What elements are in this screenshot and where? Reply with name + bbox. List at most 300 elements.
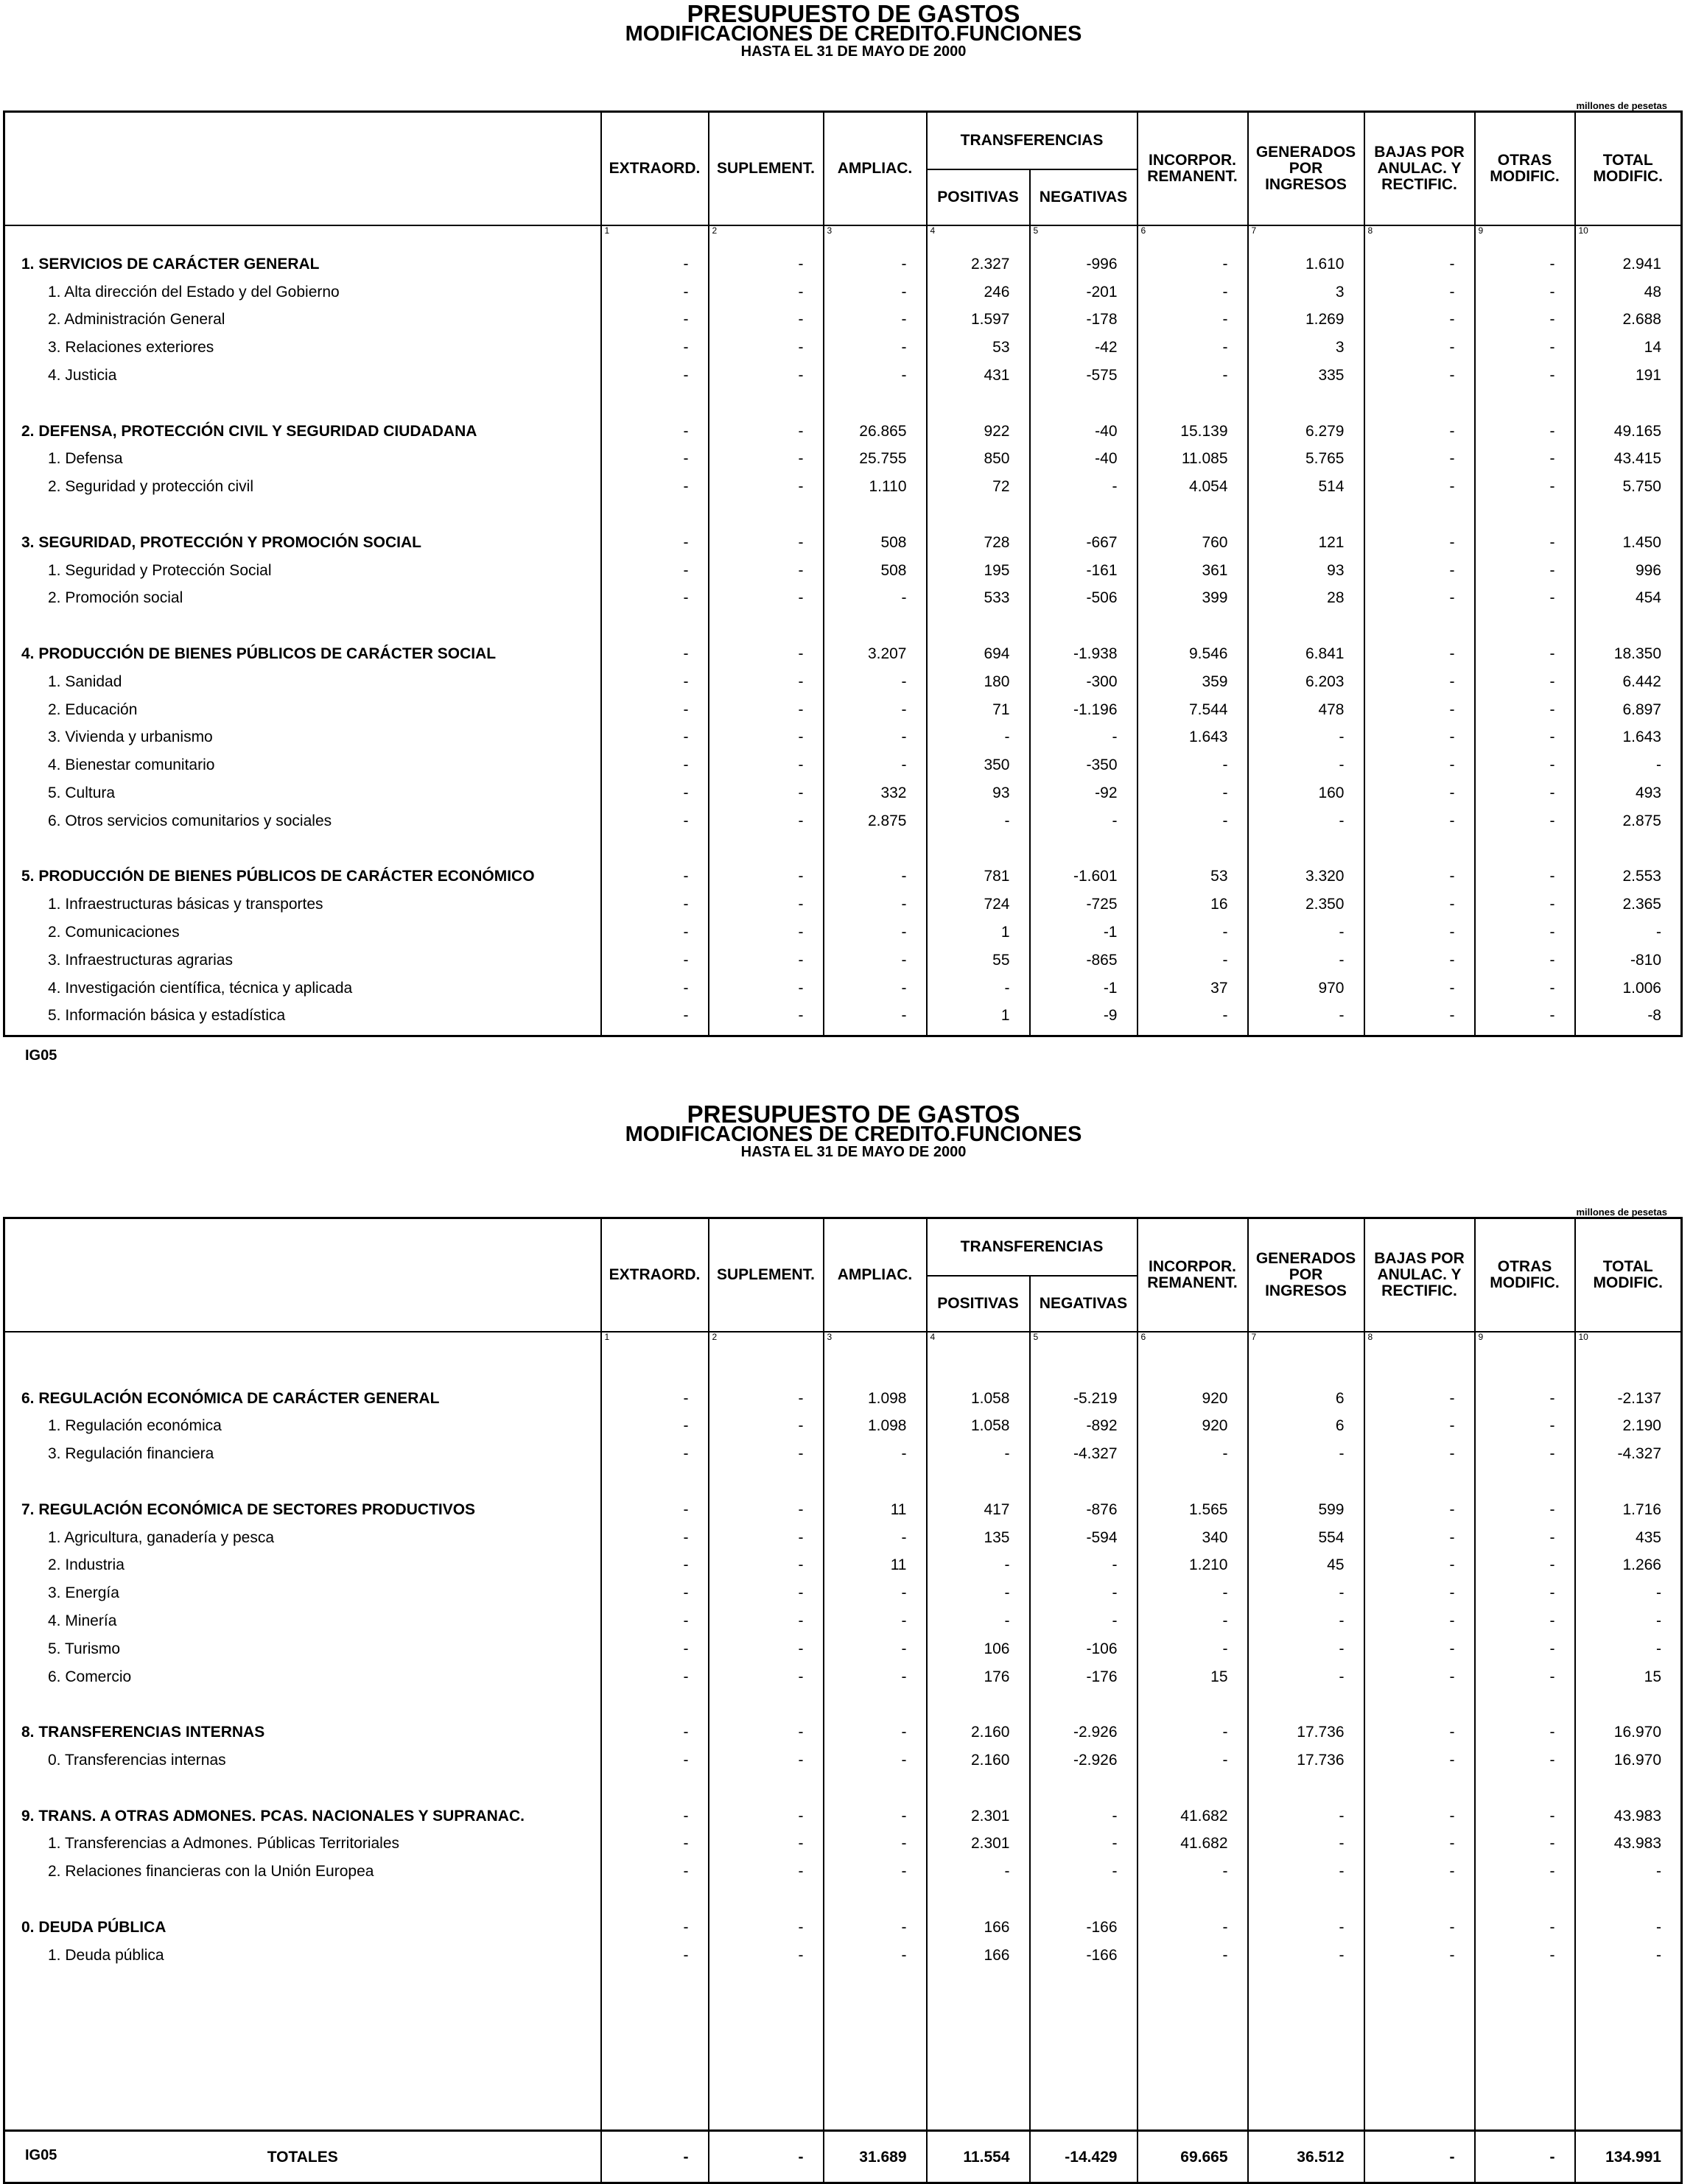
cell-value: -: [1248, 1601, 1364, 1629]
cell-value: [1138, 1023, 1248, 1036]
cell-value: 31.689: [824, 2131, 927, 2183]
cell-value: -166: [1030, 1907, 1138, 1935]
page-date: HASTA EL 31 DE MAYO DE 2000: [740, 43, 967, 60]
cell-value: 17.736: [1248, 1712, 1364, 1740]
cell-value: 16.970: [1575, 1712, 1682, 1740]
column-index: 5: [1030, 1332, 1138, 1350]
cell-value: 11.554: [927, 2131, 1030, 2183]
cell-value: -: [1475, 661, 1575, 689]
header-bajas: [1364, 112, 1475, 226]
cell-value: 2.160: [927, 1712, 1030, 1740]
column-index: 6: [1138, 225, 1248, 244]
cell-value: -: [709, 661, 824, 689]
row-label: 3. SEGURIDAD, PROTECCIÓN Y PROMOCIÓN SOCIAL: [4, 522, 601, 550]
cell-value: -: [1364, 411, 1475, 439]
cell-value: -2.137: [1575, 1378, 1682, 1406]
cell-value: [1575, 1350, 1682, 1378]
cell-value: -: [1364, 1907, 1475, 1935]
cell-value: -: [1364, 327, 1475, 355]
cell-value: -: [601, 745, 709, 773]
cell-value: [1475, 2018, 1575, 2046]
cell-value: -: [709, 801, 824, 829]
cell-value: 9.546: [1138, 633, 1248, 661]
cell-value: [927, 1879, 1030, 1907]
cell-value: -: [601, 1935, 709, 1963]
cell-value: [1248, 1350, 1364, 1378]
cell-value: 134.991: [1575, 2131, 1682, 2183]
cell-value: -1: [1030, 912, 1138, 940]
cell-value: -: [709, 1601, 824, 1629]
cell-value: 11: [824, 1545, 927, 1573]
cell-value: 431: [927, 355, 1030, 383]
cell-value: 246: [927, 272, 1030, 300]
cell-value: -: [927, 1433, 1030, 1461]
cell-value: [1030, 1963, 1138, 1991]
cell-value: -: [1248, 940, 1364, 968]
cell-value: [1030, 1879, 1138, 1907]
cell-value: -2.926: [1030, 1740, 1138, 1768]
row-label: 3. Vivienda y urbanismo: [4, 717, 601, 745]
row-label: 1. Alta dirección del Estado y del Gobierno: [4, 272, 601, 300]
header-total-text: TOTAL: [1602, 151, 1653, 169]
cell-value: -: [1364, 1601, 1475, 1629]
section-row: [4, 1489, 1682, 1517]
cell-value: -: [1364, 272, 1475, 300]
cell-value: -: [1248, 912, 1364, 940]
cell-value: -: [1030, 1545, 1138, 1573]
cell-value: -: [709, 1433, 824, 1461]
cell-value: 3.207: [824, 633, 927, 661]
row-label: 5. PRODUCCIÓN DE BIENES PÚBLICOS DE CARÁCTER ECONÓMICO: [4, 857, 601, 885]
cell-value: -: [1575, 1573, 1682, 1601]
cell-value: [601, 1879, 709, 1907]
cell-value: -: [1475, 1796, 1575, 1824]
cell-value: -: [601, 327, 709, 355]
cell-value: -: [709, 439, 824, 467]
cell-value: -: [824, 1740, 927, 1768]
cell-value: 350: [927, 745, 1030, 773]
cell-value: -: [1475, 633, 1575, 661]
table-row: [4, 968, 1682, 996]
row-label: 1. Transferencias a Admones. Públicas Territoriales: [4, 1824, 601, 1852]
cell-value: -: [1138, 912, 1248, 940]
cell-value: -: [927, 968, 1030, 996]
cell-value: -: [709, 1907, 824, 1935]
cell-value: 417: [927, 1489, 1030, 1517]
cell-value: -: [601, 411, 709, 439]
cell-value: -: [1138, 300, 1248, 328]
cell-value: 11: [824, 1489, 927, 1517]
cell-value: [1364, 605, 1475, 633]
cell-value: -: [601, 272, 709, 300]
cell-value: [1575, 1685, 1682, 1713]
spacer-row: [4, 2046, 1682, 2074]
cell-value: [1575, 1768, 1682, 1796]
cell-value: [1030, 1023, 1138, 1036]
row-label: 5. Información básica y estadística: [4, 996, 601, 1024]
cell-value: -: [601, 2131, 709, 2183]
header-incorpor-text: INCORPOR.: [1148, 151, 1236, 169]
cell-value: -: [1364, 578, 1475, 606]
cell-value: [927, 1963, 1030, 1991]
cell-value: [601, 829, 709, 857]
header-extraord: [601, 112, 709, 226]
cell-value: [601, 2046, 709, 2074]
cell-value: -: [1030, 466, 1138, 494]
cell-value: -: [601, 244, 709, 272]
cell-value: [1248, 1963, 1364, 1991]
header-generados: [1248, 1218, 1364, 1332]
cell-value: [709, 1350, 824, 1378]
section-row: [4, 1796, 1682, 1824]
cell-value: [927, 494, 1030, 522]
cell-value: [709, 1023, 824, 1036]
cell-value: -: [1364, 439, 1475, 467]
cell-value: [1364, 2018, 1475, 2046]
cell-value: [1138, 494, 1248, 522]
cell-value: [1364, 2074, 1475, 2102]
table-row: [4, 1433, 1682, 1461]
cell-value: [1138, 605, 1248, 633]
cell-value: 93: [1248, 550, 1364, 578]
cell-value: -: [709, 1629, 824, 1657]
cell-value: 340: [1138, 1517, 1248, 1545]
row-label: 9. TRANS. A OTRAS ADMONES. PCAS. NACIONALES Y SUPRANAC.: [4, 1796, 601, 1824]
cell-value: -1.196: [1030, 689, 1138, 717]
row-label: 2. DEFENSA, PROTECCIÓN CIVIL Y SEGURIDAD CIUDADANA: [4, 411, 601, 439]
cell-value: -: [601, 522, 709, 550]
table-row: [4, 801, 1682, 829]
header-extraord: [601, 1218, 709, 1332]
cell-value: -: [1575, 1935, 1682, 1963]
cell-value: 970: [1248, 968, 1364, 996]
cell-value: [1364, 383, 1475, 411]
header-incorpor-text: INCORPOR.: [1148, 1257, 1236, 1275]
cell-value: -: [601, 439, 709, 467]
row-label: 1. Seguridad y Protección Social: [4, 550, 601, 578]
cell-value: -: [601, 689, 709, 717]
cell-value: -: [709, 1740, 824, 1768]
cell-value: 2.190: [1575, 1406, 1682, 1434]
cell-value: 166: [927, 1907, 1030, 1935]
table-row: [4, 355, 1682, 383]
cell-value: -810: [1575, 940, 1682, 968]
cell-value: -5.219: [1030, 1378, 1138, 1406]
cell-value: -: [1475, 1712, 1575, 1740]
cell-value: -: [1364, 968, 1475, 996]
cell-value: -: [601, 996, 709, 1024]
cell-value: -: [824, 1712, 927, 1740]
column-index: 7: [1248, 225, 1364, 244]
spacer-row: [4, 2102, 1682, 2131]
table-row: [4, 550, 1682, 578]
spacer-row: [4, 494, 1682, 522]
cell-value: -: [1138, 1601, 1248, 1629]
cell-value: -: [1248, 801, 1364, 829]
cell-value: -: [1475, 801, 1575, 829]
cell-value: [927, 383, 1030, 411]
cell-value: -865: [1030, 940, 1138, 968]
cell-value: [1575, 1990, 1682, 2018]
cell-value: 71: [927, 689, 1030, 717]
cell-value: [1475, 1879, 1575, 1907]
table-row: [4, 1601, 1682, 1629]
cell-value: [601, 1963, 709, 1991]
cell-value: -: [1364, 1489, 1475, 1517]
table-row: [4, 689, 1682, 717]
cell-value: -: [601, 578, 709, 606]
cell-value: -: [709, 2131, 824, 2183]
cell-value: -: [1030, 1573, 1138, 1601]
table-row: [4, 1824, 1682, 1852]
cell-value: 508: [824, 522, 927, 550]
cell-value: 514: [1248, 466, 1364, 494]
cell-value: 361: [1138, 550, 1248, 578]
header-ampliac: [824, 112, 927, 226]
cell-value: 15.139: [1138, 411, 1248, 439]
header-positivas-text: POSITIVAS: [937, 1294, 1019, 1312]
cell-value: -: [1138, 1629, 1248, 1657]
cell-value: 55: [927, 940, 1030, 968]
column-index: 9: [1475, 1332, 1575, 1350]
cell-value: [824, 605, 927, 633]
cell-value: -: [824, 1796, 927, 1824]
column-index: 2: [709, 225, 824, 244]
cell-value: 195: [927, 550, 1030, 578]
table-row: [4, 912, 1682, 940]
cell-value: -: [1364, 661, 1475, 689]
cell-value: [1575, 2074, 1682, 2102]
cell-value: -: [1475, 1378, 1575, 1406]
cell-value: 3: [1248, 272, 1364, 300]
page-subtitle: MODIFICACIONES DE CREDITO.FUNCIONES: [625, 1123, 1082, 1146]
row-label: 5. Turismo: [4, 1629, 601, 1657]
cell-value: -: [1138, 1935, 1248, 1963]
table-row: [4, 773, 1682, 801]
cell-value: -: [824, 884, 927, 912]
cell-value: 43.415: [1575, 439, 1682, 467]
cell-value: -: [824, 968, 927, 996]
cell-value: -725: [1030, 884, 1138, 912]
cell-value: -: [601, 1406, 709, 1434]
cell-value: -: [709, 857, 824, 885]
table-row: [4, 272, 1682, 300]
cell-value: -575: [1030, 355, 1138, 383]
row-label: [4, 2018, 601, 2046]
cell-value: -: [709, 912, 824, 940]
cell-value: 1.269: [1248, 300, 1364, 328]
cell-value: -: [601, 1545, 709, 1573]
cell-value: -: [1475, 1851, 1575, 1879]
cell-value: 37: [1138, 968, 1248, 996]
row-label: [4, 1879, 601, 1907]
cell-value: 399: [1138, 578, 1248, 606]
cell-value: [1475, 494, 1575, 522]
cell-value: [1248, 1685, 1364, 1713]
cell-value: -: [709, 411, 824, 439]
header-total-text: TOTAL: [1602, 1257, 1653, 1275]
cell-value: -594: [1030, 1517, 1138, 1545]
cell-value: 3: [1248, 327, 1364, 355]
column-index: 5: [1030, 225, 1138, 244]
cell-value: -: [1364, 1629, 1475, 1657]
cell-value: -: [1475, 1573, 1575, 1601]
header-ampliac-text: AMPLIAC.: [837, 159, 913, 177]
cell-value: [1575, 1963, 1682, 1991]
cell-value: -1.938: [1030, 633, 1138, 661]
header-suplement: [709, 112, 824, 226]
section-row: [4, 1378, 1682, 1406]
cell-value: [1475, 2046, 1575, 2074]
cell-value: [1475, 2102, 1575, 2131]
header-suplement-text: SUPLEMENT.: [716, 159, 815, 177]
cell-value: [1138, 1685, 1248, 1713]
table-row: [4, 717, 1682, 745]
cell-value: 996: [1575, 550, 1682, 578]
cell-value: 6: [1248, 1406, 1364, 1434]
cell-value: -: [1364, 1740, 1475, 1768]
row-label: 1. Sanidad: [4, 661, 601, 689]
cell-value: [1575, 383, 1682, 411]
cell-value: [1475, 1990, 1575, 2018]
cell-value: [1475, 829, 1575, 857]
cell-value: -300: [1030, 661, 1138, 689]
table-row: [4, 1406, 1682, 1434]
cell-value: -42: [1030, 327, 1138, 355]
cell-value: -: [1138, 801, 1248, 829]
table-row: [4, 1573, 1682, 1601]
cell-value: [1030, 605, 1138, 633]
header-transferencias-text: TRANSFERENCIAS: [960, 131, 1104, 149]
header-extraord-text: EXTRAORD.: [609, 1265, 701, 1283]
table-row: [4, 1657, 1682, 1685]
column-index: 10: [1575, 1332, 1682, 1350]
header-extraord-text: EXTRAORD.: [609, 159, 701, 177]
cell-value: [601, 2018, 709, 2046]
cell-value: [927, 2018, 1030, 2046]
cell-value: 11.085: [1138, 439, 1248, 467]
cell-value: -: [1248, 745, 1364, 773]
cell-value: -106: [1030, 1629, 1138, 1657]
cell-value: -166: [1030, 1935, 1138, 1963]
cell-value: [1248, 1768, 1364, 1796]
spacer-row: [4, 1990, 1682, 2018]
header-negativas: [1030, 1276, 1138, 1332]
header-bajas-text: RECTIFIC.: [1381, 176, 1457, 194]
cell-value: 6.203: [1248, 661, 1364, 689]
column-index: 4: [927, 225, 1030, 244]
cell-value: [927, 1350, 1030, 1378]
cell-value: [1248, 1990, 1364, 2018]
spacer-row: [4, 1023, 1682, 1036]
cell-value: 166: [927, 1935, 1030, 1963]
cell-value: 728: [927, 522, 1030, 550]
cell-value: [601, 494, 709, 522]
cell-value: -: [1475, 689, 1575, 717]
cell-value: 2.301: [927, 1824, 1030, 1852]
cell-value: 508: [824, 550, 927, 578]
cell-value: 359: [1138, 661, 1248, 689]
column-index: 4: [927, 1332, 1030, 1350]
cell-value: -: [824, 1935, 927, 1963]
table-row: [4, 300, 1682, 328]
cell-value: 1.565: [1138, 1489, 1248, 1517]
cell-value: -996: [1030, 244, 1138, 272]
cell-value: -: [824, 1573, 927, 1601]
cell-value: [1364, 1461, 1475, 1489]
cell-value: -: [1475, 940, 1575, 968]
cell-value: [1364, 1685, 1475, 1713]
column-index: 1: [601, 1332, 709, 1350]
cell-value: -: [709, 1489, 824, 1517]
cell-value: -: [1248, 1851, 1364, 1879]
page-code: IG05: [25, 2147, 57, 2163]
cell-value: -: [709, 244, 824, 272]
section-row: [4, 411, 1682, 439]
cell-value: -: [1364, 689, 1475, 717]
cell-value: -: [709, 1824, 824, 1852]
cell-value: 1.450: [1575, 522, 1682, 550]
spacer-row: [4, 829, 1682, 857]
cell-value: -: [1575, 1907, 1682, 1935]
spacer-row: [4, 1768, 1682, 1796]
page-date: HASTA EL 31 DE MAYO DE 2000: [740, 1144, 967, 1160]
table-row: [4, 1629, 1682, 1657]
cell-value: 554: [1248, 1517, 1364, 1545]
cell-value: -: [1475, 1907, 1575, 1935]
cell-value: 760: [1138, 522, 1248, 550]
cell-value: [1138, 383, 1248, 411]
cell-value: -: [1364, 1712, 1475, 1740]
header-bajas: [1364, 1218, 1475, 1332]
cell-value: -: [927, 1545, 1030, 1573]
cell-value: -: [927, 1573, 1030, 1601]
cell-value: -: [601, 1629, 709, 1657]
cell-value: -: [601, 1489, 709, 1517]
cell-value: -: [1030, 1851, 1138, 1879]
cell-value: -: [1475, 272, 1575, 300]
cell-value: -: [1364, 244, 1475, 272]
cell-value: 920: [1138, 1406, 1248, 1434]
spacer-row: [4, 1879, 1682, 1907]
cell-value: -: [709, 1545, 824, 1573]
cell-value: -: [709, 1657, 824, 1685]
header-otras-text: OTRAS: [1497, 1257, 1552, 1275]
cell-value: -: [601, 968, 709, 996]
cell-value: 106: [927, 1629, 1030, 1657]
cell-value: 724: [927, 884, 1030, 912]
header-negativas: [1030, 169, 1138, 225]
section-row: [4, 244, 1682, 272]
row-label: [4, 494, 601, 522]
cell-value: -: [709, 968, 824, 996]
cell-value: -: [824, 1433, 927, 1461]
cell-value: 53: [927, 327, 1030, 355]
cell-value: [1475, 1350, 1575, 1378]
cell-value: -4.327: [1575, 1433, 1682, 1461]
cell-value: -: [1475, 300, 1575, 328]
cell-value: -: [1364, 1824, 1475, 1852]
cell-value: -: [601, 1657, 709, 1685]
cell-value: -: [1475, 1935, 1575, 1963]
cell-value: [927, 2102, 1030, 2131]
cell-value: -: [1364, 1378, 1475, 1406]
cell-value: [824, 494, 927, 522]
header-incorpor: [1138, 1218, 1248, 1332]
cell-value: 49.165: [1575, 411, 1682, 439]
cell-value: 2.350: [1248, 884, 1364, 912]
page-subtitle: MODIFICACIONES DE CREDITO.FUNCIONES: [625, 22, 1082, 46]
